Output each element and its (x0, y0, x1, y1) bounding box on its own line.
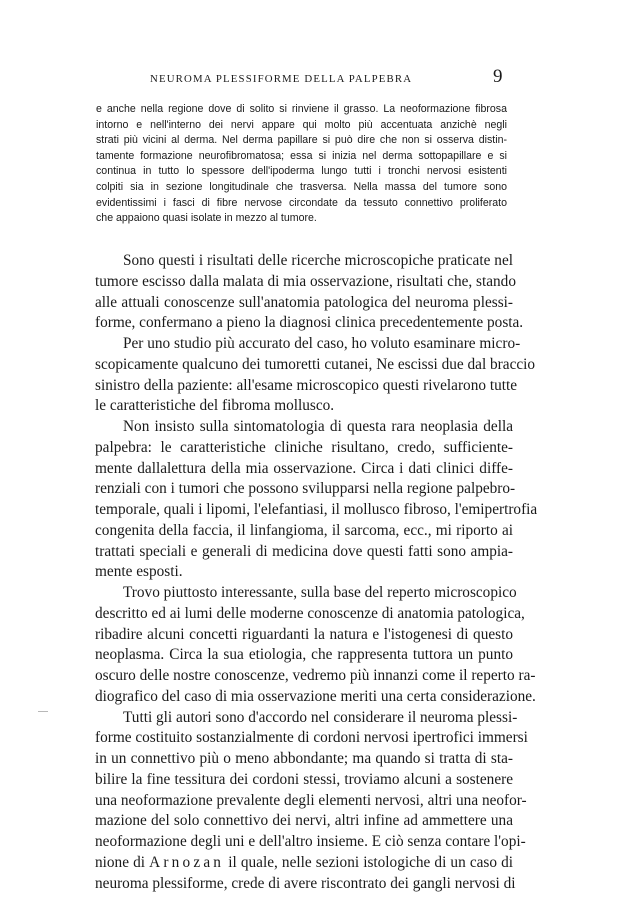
running-title: NEUROMA PLESSIFORME DELLA PALPEBRA (150, 73, 413, 85)
line-start: nione di (95, 853, 145, 871)
text-line: oscuro delle nostre conoscenze, vedremo più innanzi come il reperto ra- (95, 667, 536, 684)
paragraph (95, 417, 538, 583)
text-line: Per uno studio più accurato del caso, ho voluto esaminare micro- (123, 335, 521, 352)
note-line: evidentissimi i fasci di fibre nervose circondate da tessuto connettivo proliferato (96, 196, 507, 209)
text-line: sinistro della paziente: all'esame microscopico questi rivelarono tutte (95, 376, 518, 394)
note-line: continua in tutto lo spessore dell'ipoderma lungo tutti i tronchi nervosi esistenti (96, 165, 507, 178)
text-line: Sono questi i risultati delle ricerche microscopiche praticate nel (123, 252, 513, 269)
text-line: Non insisto sulla sintomatologia di questa rara neoplasia della (123, 418, 513, 435)
text-line: trattati speciali e generali di medicina dove questi fatti sono ampia- (95, 542, 513, 560)
line-rest: il quale, nelle sezioni istologiche di un caso di (228, 853, 513, 871)
paragraph (95, 583, 536, 708)
text-line: diografico del caso di mia osservazione meriti una certa considerazione. (95, 687, 536, 705)
note-line: tamente formazione neurofibromatosa; essa si inizia nel derma sottopapillare e si (96, 149, 507, 162)
text-line: neuroma plessiforme, crede di avere riscontrato dei gangli nervosi di (95, 874, 516, 892)
text-line: in un connettivo più o meno abbondante; ma quando si tratta di sta- (95, 750, 513, 767)
text-line: mente esposti. (95, 563, 183, 581)
text-line: neoformazione degli uni e dell'altro insieme. E ciò senza contare l'opi- (95, 833, 526, 850)
footnote-block (96, 102, 507, 227)
note-line: intorno e nell'interno dei nervi appare qui molto più accentuata anzichè negli (96, 118, 507, 131)
text-line: neoplasma. Circa la sua etiologia, che rappresenta tuttora un punto (95, 646, 513, 664)
paragraph (95, 708, 528, 895)
text-line: ribadire alcuni concetti riguardanti la natura e l'istogenesi di questo (95, 625, 513, 643)
text-line: una neoformazione prevalente degli elementi nervosi, altri una neofor- (95, 791, 527, 809)
note-line: colpiti sia in sezione longitudinale che trasversa. Nella massa del tumore sono (96, 180, 507, 193)
text-line: scopicamente qualcuno dei tumoretti cutanei, Ne escissi due dal braccio (95, 355, 536, 373)
text-line: mazione del solo connettivo dei nervi, altri infine ad ammettere una (95, 812, 513, 830)
text-line: bilire la fine tessitura dei cordoni stessi, troviamo alcuni a sostenere (95, 770, 513, 788)
body-text (95, 251, 538, 894)
text-line: forme costituito sostanzialmente di cordoni nervosi ipertrofici immersi (95, 729, 528, 747)
author-name: Arnozan (149, 853, 225, 871)
text-line: Trovo piuttosto interessante, sulla base del reperto microscopico (123, 584, 517, 601)
text-line: forme, confermano a pieno la diagnosi clinica precedentemente posta. (95, 314, 524, 332)
page-number: 9 (493, 66, 503, 87)
text-line: palpebra: le caratteristiche cliniche risultano, credo, sufficiente- (95, 438, 513, 456)
note-line: che appaiono quasi isolate in mezzo al tumore. (96, 212, 317, 225)
text-line: le caratteristiche del fibroma mollusco. (95, 397, 335, 415)
paragraph (95, 334, 536, 417)
text-line: renziali con i tumori che possono svilupparsi nella regione palpebro- (95, 480, 516, 498)
text-line: congenita della faccia, il linfangioma, il sarcoma, ecc., mi riporto ai (95, 521, 513, 539)
text-line: mente dallalettura della mia osservazione. Circa i dati clinici diffe- (95, 459, 513, 477)
margin-mark (38, 711, 48, 712)
text-line: tumore escisso dalla malata di mia osservazione, risultati che, stando (95, 272, 516, 290)
text-line: alle attuali conoscenze sull'anatomia patologica del neuroma plessi- (95, 293, 513, 311)
note-line: strati più vicini al derma. Nel derma papillare si può dire che non si osserva distin- (96, 134, 507, 147)
text-line: Tutti gli autori sono d'accordo nel considerare il neuroma plessi- (123, 708, 518, 726)
note-line: e anche nella regione dove di solito si rinviene il grasso. La neoformazione fibrosa (96, 103, 507, 115)
text-line: descritto ed ai lumi delle moderne conoscenze di anatomia patologica, (95, 604, 525, 622)
text-line (95, 853, 513, 874)
text-line: temporale, quali i lipomi, l'elefantiasi, il mollusco fibroso, l'emipertrofia (95, 501, 538, 518)
paragraph (95, 251, 524, 334)
